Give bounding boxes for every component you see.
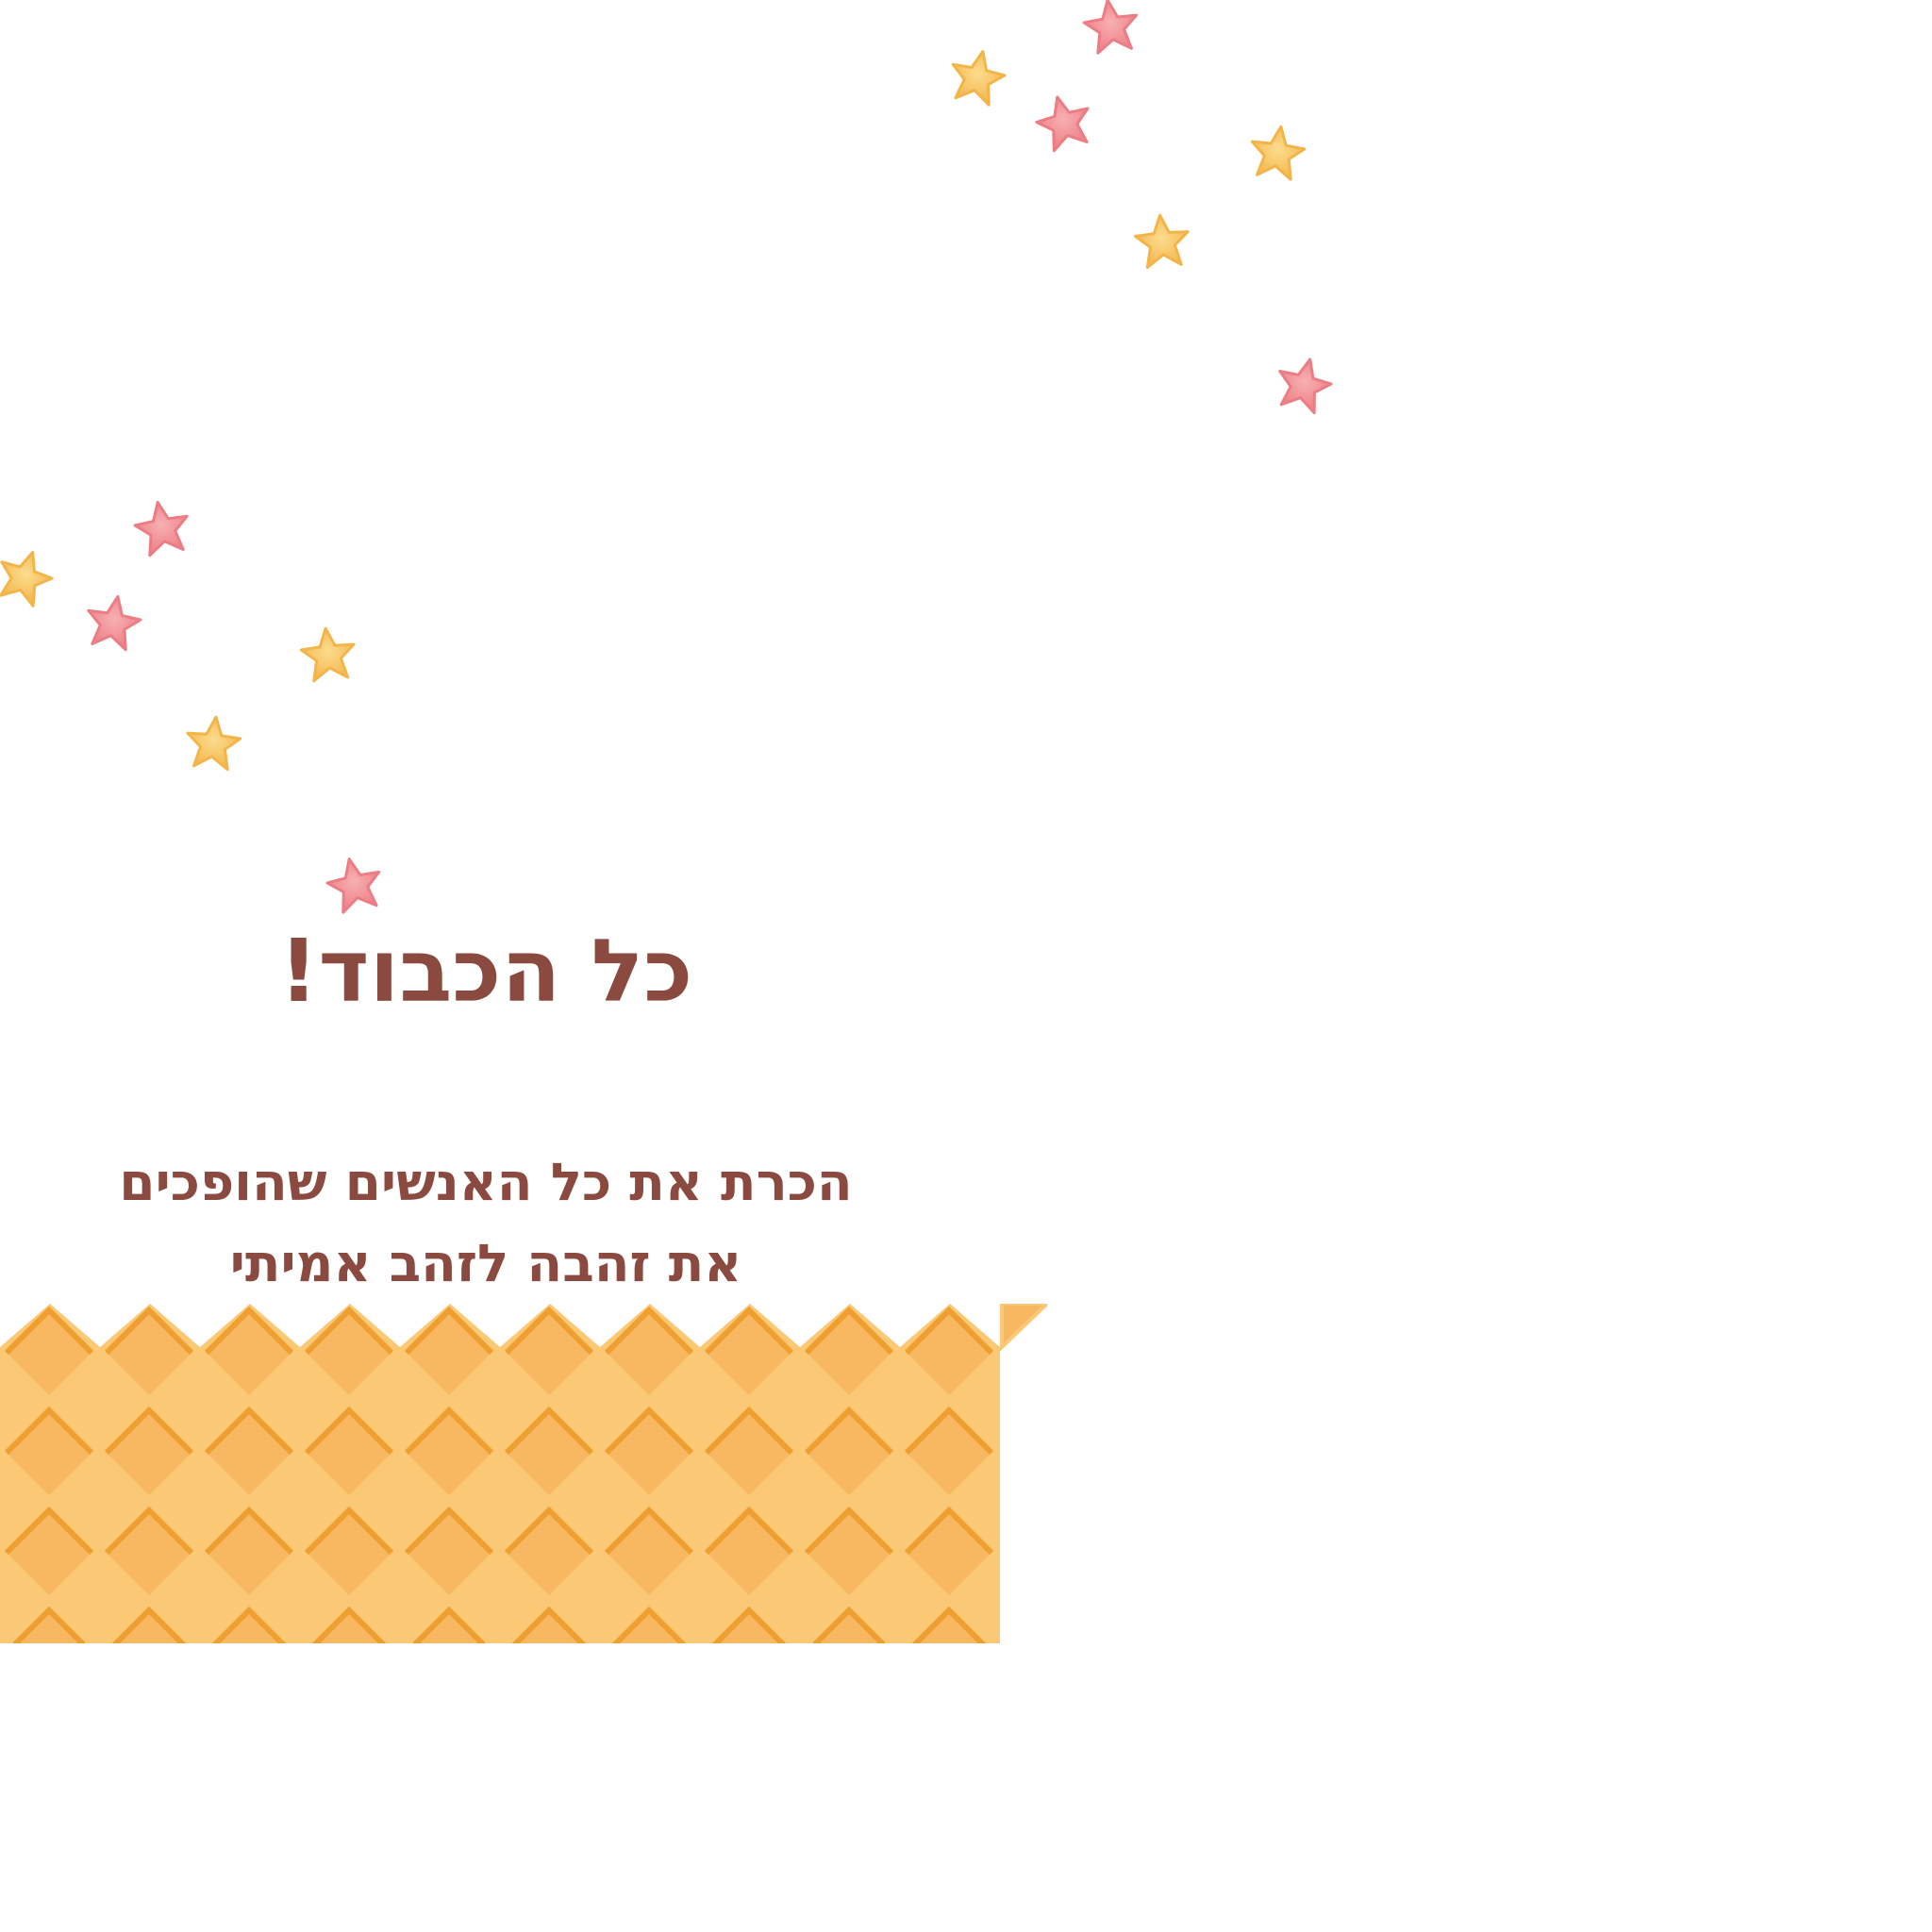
star-icon xyxy=(1032,91,1096,154)
star-icon xyxy=(324,854,386,914)
message-line-2: את זהבה לזהב אמיתי xyxy=(229,1233,742,1293)
star-icon xyxy=(1273,353,1336,415)
star-icon xyxy=(1081,0,1141,55)
page-title: כל הכבוד! xyxy=(278,921,693,1022)
star-icon xyxy=(1248,123,1307,180)
star-icon xyxy=(0,544,58,609)
star-icon xyxy=(132,498,193,558)
star-icon xyxy=(184,714,242,771)
star-icon xyxy=(1134,213,1191,269)
message-text xyxy=(94,1141,877,1304)
star-icon xyxy=(946,46,1008,107)
star-icon xyxy=(83,592,144,652)
waffle-cone-pattern xyxy=(0,1304,1047,1643)
star-icon xyxy=(299,625,357,682)
message-line-1: הכרת את כל האנשים שהופכים xyxy=(119,1152,853,1212)
